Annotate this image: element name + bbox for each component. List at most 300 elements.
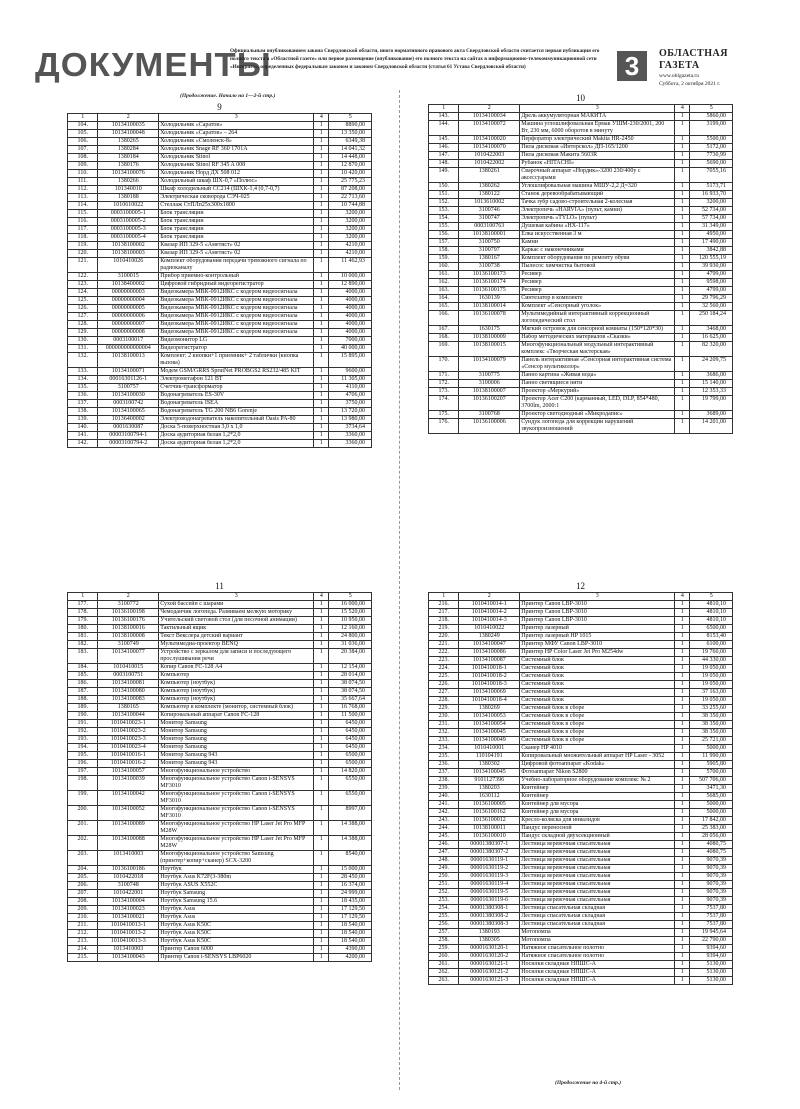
inventory-number: 10134100079	[459, 357, 520, 372]
row-number: 249.	[429, 865, 459, 873]
item-name: Цифровой гибридный видеорегистратор	[159, 281, 314, 289]
quantity: 1	[675, 921, 690, 929]
cost: 17 129,50	[329, 906, 372, 914]
item-name: Лестница веревочная спасательная	[520, 873, 675, 881]
table-row	[68, 384, 372, 392]
item-name: Компьютер (ноутбук)	[159, 696, 314, 704]
column-header: 1	[68, 114, 98, 122]
inventory-number: 00001380307-1	[459, 841, 520, 849]
quantity: 1	[675, 937, 690, 945]
cost: 5130,00	[690, 977, 733, 985]
column-header: 5	[690, 105, 733, 113]
cost: 35 667,64	[329, 696, 372, 704]
inventory-number: 0003100005-1	[98, 210, 159, 218]
inventory-number: 00001380308-1	[459, 905, 520, 913]
column-header: 1	[68, 593, 98, 601]
inventory-number: 1380302	[459, 761, 520, 769]
inventory-number: 10138100007	[459, 388, 520, 396]
item-name: Ресивер	[520, 287, 675, 295]
quantity: 1	[675, 673, 690, 681]
row-number: 132.	[68, 353, 98, 368]
inventory-number: 1380203	[459, 785, 520, 793]
table-row	[429, 255, 733, 263]
row-number: 163.	[429, 287, 459, 295]
item-name: Монитор Samsung 943	[159, 752, 314, 760]
quantity: 1	[314, 874, 329, 882]
inventory-number: 10136100176	[98, 617, 159, 625]
row-number: 197.	[68, 768, 98, 776]
table-row	[429, 865, 733, 873]
item-name: Комплект «Сенсорный уголок»	[520, 303, 675, 311]
quantity: 1	[675, 649, 690, 657]
row-number: 258.	[429, 937, 459, 945]
quantity: 1	[314, 281, 329, 289]
row-number: 214.	[68, 946, 98, 954]
table-row	[429, 279, 733, 287]
inventory-number: 10134100034	[459, 113, 520, 121]
table-row	[68, 938, 372, 946]
cost: 3200,00	[690, 199, 733, 207]
row-number: 180.	[68, 625, 98, 633]
quantity: 1	[314, 130, 329, 138]
row-number: 230.	[429, 713, 459, 721]
item-name: Ноутбук Asus K50C	[159, 922, 314, 930]
row-number: 109.	[68, 162, 98, 170]
quantity: 1	[314, 712, 329, 720]
table-row	[429, 121, 733, 136]
quantity: 1	[675, 769, 690, 777]
item-name: Монитор Samsung	[159, 736, 314, 744]
cost: 37 163,00	[690, 689, 733, 697]
table-row	[68, 170, 372, 178]
row-number: 146.	[429, 144, 459, 152]
quantity: 1	[314, 752, 329, 760]
item-name: Принтер Canon LBP-3010	[520, 609, 675, 617]
table-row	[68, 680, 372, 688]
inventory-number: 1630112	[459, 793, 520, 801]
cost: 28 014,00	[329, 672, 372, 680]
item-name: Монитор Samsung	[159, 744, 314, 752]
item-name: Ресивер	[520, 271, 675, 279]
row-number: 186.	[68, 680, 98, 688]
item-name: Сканер HP 4010	[520, 745, 675, 753]
cost: 120 555,19	[690, 255, 733, 263]
row-number: 263.	[429, 977, 459, 985]
cost: 19 050,00	[690, 665, 733, 673]
inventory-number: 1010422001	[98, 890, 159, 898]
cost: 17 842,00	[690, 817, 733, 825]
cost: 39 930,00	[690, 263, 733, 271]
item-name: Системный блок	[520, 665, 675, 673]
inventory-number: 1010410016-2	[98, 760, 159, 768]
inventory-number: 00001630119-6	[459, 897, 520, 905]
inventory-number: 3100797	[459, 247, 520, 255]
quantity: 1	[675, 113, 690, 121]
row-number: 259.	[429, 945, 459, 953]
row-number: 208.	[68, 898, 98, 906]
quantity: 1	[675, 905, 690, 913]
quantity: 1	[314, 289, 329, 297]
quantity: 1	[314, 329, 329, 337]
inventory-number: 00001630119-5	[459, 889, 520, 897]
quantity: 1	[675, 849, 690, 857]
table-row	[429, 160, 733, 168]
inventory-number: 10134100045	[459, 769, 520, 777]
paper-name: ОБЛАСТНАЯ ГАЗЕТА	[659, 48, 728, 71]
row-number: 193.	[68, 736, 98, 744]
quantity: 1	[314, 728, 329, 736]
table-row	[68, 305, 372, 313]
table-row	[429, 287, 733, 295]
item-name: Лестница веревочная спасательная	[520, 889, 675, 897]
inventory-number: 1010410014-3	[459, 617, 520, 625]
cost: 16 933,70	[690, 191, 733, 199]
quantity: 1	[675, 705, 690, 713]
item-name: Видеокамера МВК-0912ИКС с кодером видеосигнала	[159, 329, 314, 337]
row-number: 124.	[68, 289, 98, 297]
item-name: Компьютер	[159, 672, 314, 680]
quantity: 1	[314, 273, 329, 281]
item-name: Системный блок	[520, 673, 675, 681]
quantity: 1	[675, 801, 690, 809]
quantity: 1	[314, 250, 329, 258]
row-number: 136.	[68, 392, 98, 400]
column-divider	[399, 90, 400, 1090]
row-number: 210.	[68, 914, 98, 922]
item-name: Холодильник «Саратов» – 264	[159, 130, 314, 138]
table-row	[429, 665, 733, 673]
cost: 19 945,64	[690, 929, 733, 937]
row-number: 250.	[429, 873, 459, 881]
inventory-number: 1010410018-4	[459, 697, 520, 705]
table-row	[429, 601, 733, 609]
table-row	[429, 357, 733, 372]
quantity: 1	[314, 736, 329, 744]
item-name: Системный блок	[520, 689, 675, 697]
cost: 4000,00	[329, 305, 372, 313]
item-name: Шкаф холодильный СС214 (ШХК-1,4 (0,7-0,7)	[159, 186, 314, 194]
table-row	[68, 752, 372, 760]
cost: 4810,10	[690, 609, 733, 617]
table-row	[429, 857, 733, 865]
table-row	[429, 136, 733, 144]
cost: 57 734,00	[690, 215, 733, 223]
item-name: Блок трансляции	[159, 234, 314, 242]
quantity: 1	[675, 681, 690, 689]
row-number: 178.	[68, 609, 98, 617]
item-name: Видеомонитор LG	[159, 337, 314, 345]
row-number: 179.	[68, 617, 98, 625]
table-row	[68, 289, 372, 297]
row-number: 231.	[429, 721, 459, 729]
row-number: 167.	[429, 326, 459, 334]
cost: 82 320,00	[690, 342, 733, 357]
register-table	[67, 113, 372, 448]
table-row	[429, 419, 733, 434]
table-row	[68, 130, 372, 138]
column-header: 2	[459, 593, 520, 601]
inventory-number: 10134100030	[98, 392, 159, 400]
cost: 15 140,00	[690, 380, 733, 388]
item-name: Многофункциональное устройство Canon i-SENSYS MF3010	[159, 791, 314, 806]
row-number: 135.	[68, 384, 98, 392]
row-number: 148.	[429, 160, 459, 168]
quantity: 1	[675, 334, 690, 342]
cost: 15 520,00	[329, 609, 372, 617]
row-number: 174.	[429, 396, 459, 411]
item-name: Мотопомпа	[520, 929, 675, 937]
cost: 7537,80	[690, 913, 733, 921]
table-row	[429, 945, 733, 953]
cost: 4390,00	[329, 946, 372, 954]
cost: 6450,00	[329, 744, 372, 752]
item-name: Сухой бассейн с шарами	[159, 601, 314, 609]
inventory-number: 1010410016-1	[98, 752, 159, 760]
item-name: Ноутбук	[159, 866, 314, 874]
quantity: 1	[675, 342, 690, 357]
cost: 52 734,00	[690, 207, 733, 215]
inventory-number: 3100748	[98, 882, 159, 890]
inventory-number: 1010410018-2	[459, 673, 520, 681]
row-number: 156.	[429, 231, 459, 239]
table-row	[68, 930, 372, 938]
cost: 4000,00	[329, 297, 372, 305]
cost: 6550,00	[329, 776, 372, 791]
row-number: 117.	[68, 226, 98, 234]
item-name: Сундук логопеда для коррекции нарушений звукопроизношений	[520, 419, 675, 434]
cost: 17 490,00	[690, 239, 733, 247]
cost: 3200,00	[329, 218, 372, 226]
cost: 38 350,00	[690, 713, 733, 721]
item-name: Многофункциональное устройство HP Laser Jet Pro MFP M28W	[159, 821, 314, 836]
inventory-number: 10136100207	[459, 396, 520, 411]
quantity: 1	[314, 416, 329, 424]
item-name: Панно картина «Живая вода»	[520, 372, 675, 380]
column-header: 2	[98, 114, 159, 122]
table-row	[68, 768, 372, 776]
table-row	[68, 337, 372, 345]
quantity: 1	[675, 657, 690, 665]
table-row	[429, 697, 733, 705]
row-number: 187.	[68, 688, 98, 696]
cost: 6450,00	[329, 720, 372, 728]
inventory-number: 10136100006	[459, 419, 520, 434]
inventory-number: 1010422018	[98, 874, 159, 882]
cost: 16 000,00	[329, 601, 372, 609]
table-row	[68, 376, 372, 384]
row-number: 152.	[429, 199, 459, 207]
table-row	[429, 168, 733, 183]
quantity: 1	[314, 321, 329, 329]
inventory-number: 0003100005-4	[98, 234, 159, 242]
inventory-number: 3100772	[98, 601, 159, 609]
quantity: 1	[314, 696, 329, 704]
table-row	[68, 250, 372, 258]
quantity: 1	[675, 279, 690, 287]
inventory-number: 0003100005-3	[98, 226, 159, 234]
quantity: 1	[675, 809, 690, 817]
item-name: Водонагреватель TG 200 NB6 Gorenje	[159, 408, 314, 416]
table-header	[68, 114, 372, 122]
inventory-number: 1013610002	[459, 199, 520, 207]
row-number: 154.	[429, 215, 459, 223]
inventory-number: 10136100010	[459, 833, 520, 841]
row-number: 123.	[68, 281, 98, 289]
row-number: 121.	[68, 258, 98, 273]
row-number: 233.	[429, 737, 459, 745]
inventory-number: 10136100173	[459, 271, 520, 279]
inventory-number: 10134100070	[459, 144, 520, 152]
table-row	[429, 372, 733, 380]
item-name: Системный блок	[520, 697, 675, 705]
quantity: 1	[675, 873, 690, 881]
quantity: 1	[314, 704, 329, 712]
item-name: Холодильник «Саратов»	[159, 122, 314, 130]
quantity: 1	[314, 954, 329, 962]
cost: 3468,00	[690, 326, 733, 334]
row-number: 108.	[68, 154, 98, 162]
cost: 5690,00	[690, 160, 733, 168]
item-name: Прибор приемно-контрольный	[159, 273, 314, 281]
row-number: 199.	[68, 791, 98, 806]
table-row	[68, 954, 372, 962]
quantity: 1	[314, 234, 329, 242]
table-row	[429, 921, 733, 929]
row-number: 257.	[429, 929, 459, 937]
cost: 44 330,00	[690, 657, 733, 665]
inventory-number: 00003100794-2	[98, 440, 159, 448]
inventory-number: 10134100042	[98, 791, 159, 806]
row-number: 161.	[429, 271, 459, 279]
row-number: 198.	[68, 776, 98, 791]
inventory-number: 0003100017	[98, 337, 159, 345]
inventory-number: 0001630087	[98, 424, 159, 432]
row-number: 252.	[429, 889, 459, 897]
item-name: Водонагреватель ISEA	[159, 400, 314, 408]
table-row	[68, 712, 372, 720]
table-row	[68, 162, 372, 170]
cost: 6100,00	[690, 641, 733, 649]
table-row	[429, 152, 733, 160]
inventory-number: 1010410022	[459, 625, 520, 633]
row-number: 248.	[429, 857, 459, 865]
quantity: 1	[314, 776, 329, 791]
cost: 9600,00	[329, 368, 372, 376]
cost: 9394,60	[690, 945, 733, 953]
table-row	[68, 836, 372, 851]
row-number: 211.	[68, 922, 98, 930]
item-name: Холодильник Stinol RF 345 A 008	[159, 162, 314, 170]
row-number: 201.	[68, 821, 98, 836]
row-number: 169.	[429, 342, 459, 357]
item-name: Углошлифовальная машина МШУ-2,2 Д=320	[520, 183, 675, 191]
table-row	[68, 914, 372, 922]
cost: 15 000,00	[329, 866, 372, 874]
inventory-number: 10136100078	[459, 311, 520, 326]
publication-notice: Официальным опубликованием закона Свердловской области, иного нормативного правового акта Свердловской области считается первая публикация его полного текста в «Областной газете» или первое размещение (опубликование) его полного текста на сайтах в информационно-телекоммуникационной сети «Интернет», определенных федеральным законом и законом Свердловской области (статья 61 Устава Свердловской области)	[230, 48, 600, 70]
cost: 250 184,24	[690, 311, 733, 326]
cost: 4200,00	[329, 954, 372, 962]
item-name: Каркас с наконечниками	[520, 247, 675, 255]
item-name: Видеокамера МВК-0912ИКС с кодером видеосигнала	[159, 305, 314, 313]
quantity: 1	[314, 242, 329, 250]
table-row	[68, 625, 372, 633]
row-number: 126.	[68, 305, 98, 313]
register-page-10	[428, 92, 733, 434]
row-number: 129.	[68, 329, 98, 337]
cost: 5000,00	[690, 745, 733, 753]
row-number: 162.	[429, 279, 459, 287]
table-row	[68, 728, 372, 736]
cost: 4000,00	[329, 313, 372, 321]
inventory-number: 00001630120-2	[459, 953, 520, 961]
inventory-number: 00001630119-2	[459, 865, 520, 873]
column-header: 1	[429, 105, 459, 113]
table-row	[68, 273, 372, 281]
row-number: 116.	[68, 218, 98, 226]
inventory-number: 1380284	[98, 146, 159, 154]
row-number: 245.	[429, 833, 459, 841]
table-row	[68, 617, 372, 625]
item-name: Принтер МФУ Canon LBP-3010	[520, 641, 675, 649]
item-name: Мультимедиа-проектор BENQ	[159, 641, 314, 649]
cost: 3750,00	[329, 400, 372, 408]
cost: 4950,00	[690, 231, 733, 239]
inventory-number: 9101127396	[459, 777, 520, 785]
row-number: 220.	[429, 633, 459, 641]
item-name: Многофункциональное устройство Samsung (принтер+копир+сканер) SCX-3200	[159, 851, 314, 866]
table-row	[429, 729, 733, 737]
cost: 3734,64	[329, 424, 372, 432]
quantity: 1	[675, 183, 690, 191]
row-number: 242.	[429, 809, 459, 817]
row-number: 175.	[429, 411, 459, 419]
inventory-number: 10134100081	[98, 680, 159, 688]
table-row	[68, 258, 372, 273]
row-number: 247.	[429, 849, 459, 857]
table-row	[429, 191, 733, 199]
cost: 25 775,23	[329, 178, 372, 186]
quantity: 1	[675, 152, 690, 160]
row-number: 217.	[429, 609, 459, 617]
quantity: 1	[314, 898, 329, 906]
cost: 14 820,00	[329, 768, 372, 776]
inventory-number: 1010422003	[459, 152, 520, 160]
table-row	[429, 247, 733, 255]
column-header: 4	[675, 593, 690, 601]
cost: 14 388,00	[329, 821, 372, 836]
quantity: 1	[675, 311, 690, 326]
table-row	[429, 388, 733, 396]
item-name: Натяжное спасательное полотно	[520, 953, 675, 961]
table-row	[429, 953, 733, 961]
table-row	[68, 601, 372, 609]
quantity: 1	[314, 305, 329, 313]
row-number: 190.	[68, 712, 98, 720]
item-name: Синтезатор в комплекте	[520, 295, 675, 303]
quantity: 1	[675, 737, 690, 745]
item-name: Ноутбук Asus K50C	[159, 930, 314, 938]
quantity: 1	[675, 601, 690, 609]
inventory-number: 00001630121-2	[459, 969, 520, 977]
cost: 13 980,00	[329, 416, 372, 424]
cost: 4110,00	[329, 384, 372, 392]
inventory-number: 1010410015	[98, 664, 159, 672]
cost: 40 000,00	[329, 345, 372, 353]
inventory-number: 00000000006	[98, 313, 159, 321]
cost: 8997,00	[329, 806, 372, 821]
cost: 8153,40	[690, 633, 733, 641]
